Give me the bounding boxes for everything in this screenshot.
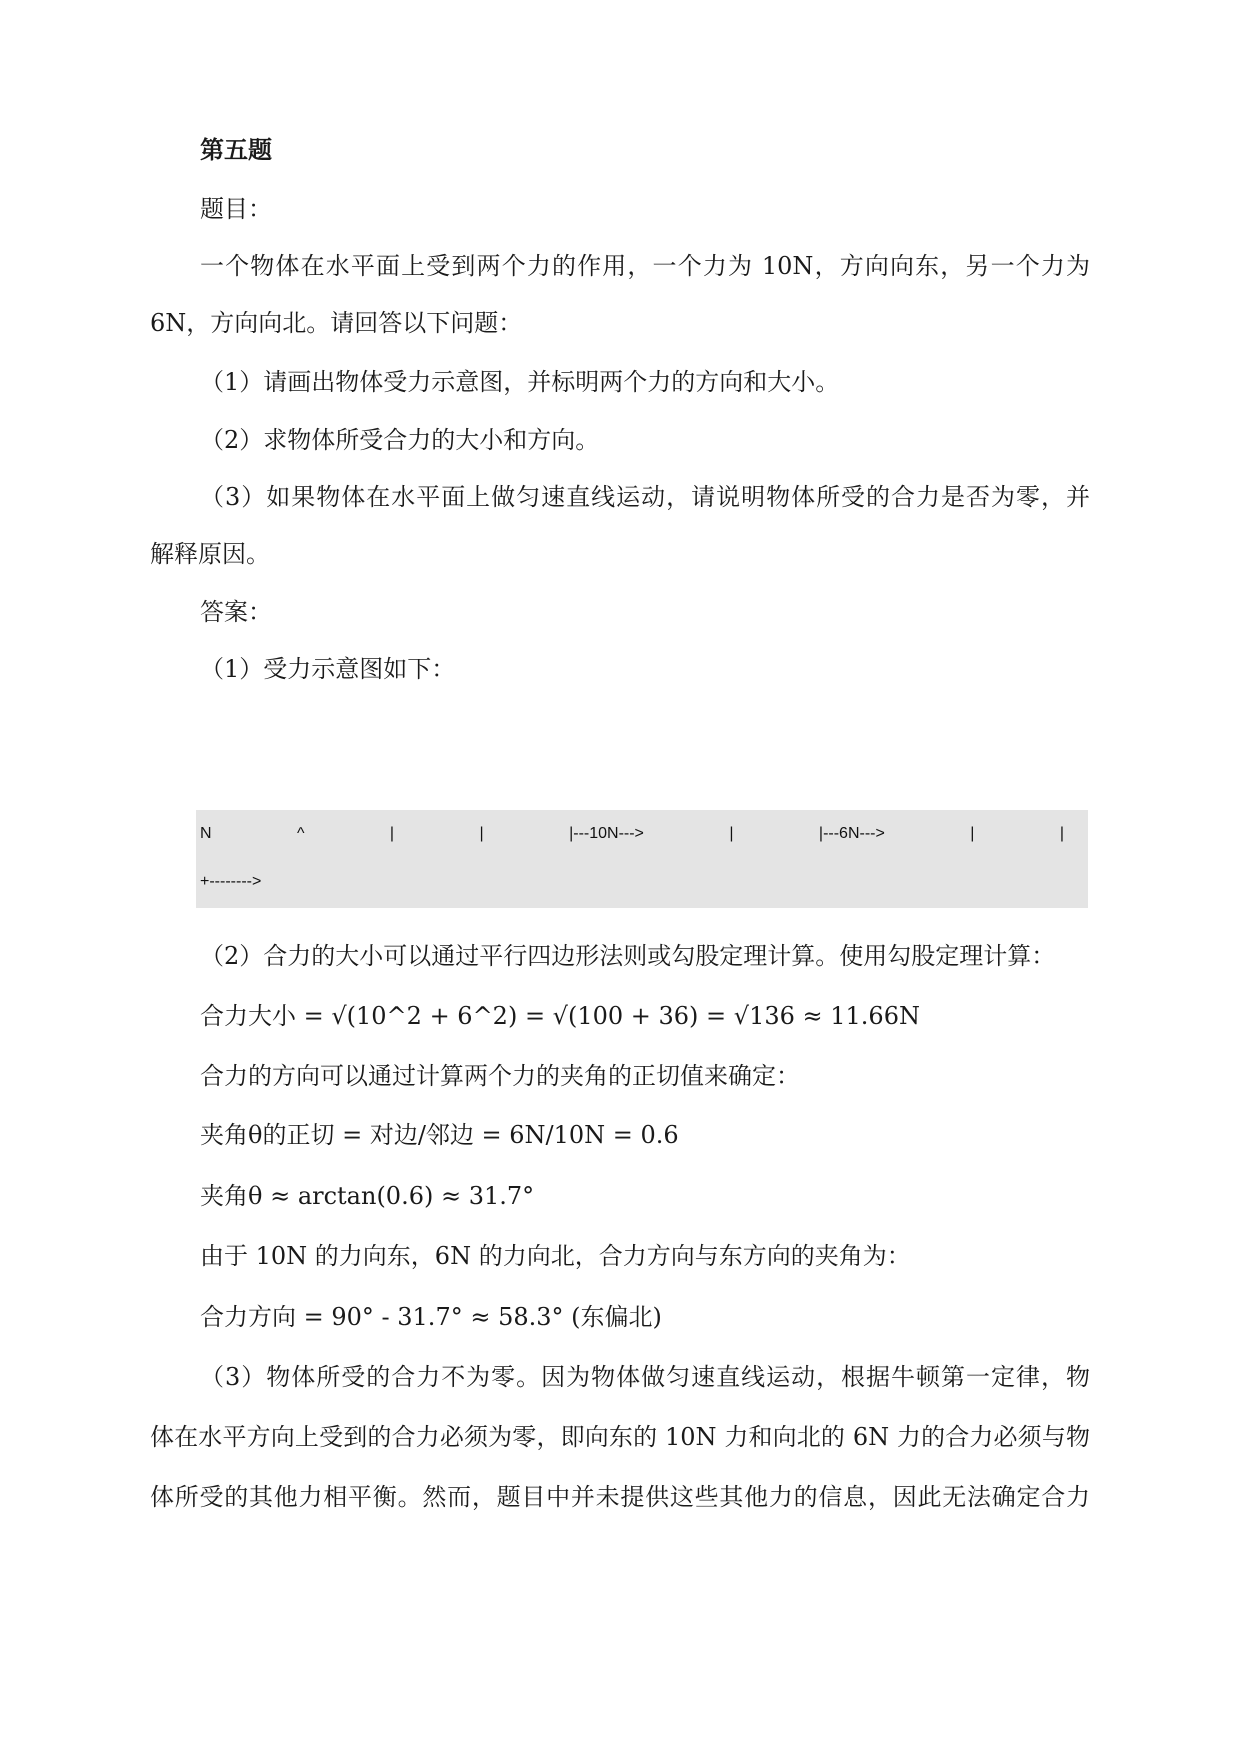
sub-question-2: （2）求物体所受合力的大小和方向。 — [200, 426, 600, 454]
sub-question-1: （1）请画出物体受力示意图，并标明两个力的方向和大小。 — [200, 368, 840, 396]
question-line-1: 一个物体在水平面上受到两个力的作用，一个力为 10N，方向向东，另一个力为 — [200, 252, 1090, 280]
diagram-token: ^ — [296, 825, 305, 842]
answer-2-tangent: 夹角θ的正切 = 对边/邻边 = 6N/10N = 0.6 — [200, 1121, 679, 1149]
diagram-token: |---10N---> — [569, 825, 644, 842]
diagram-token: | — [1059, 825, 1064, 842]
sub-question-3-line-2: 解释原因。 — [150, 540, 270, 568]
diagram-token: | — [389, 825, 395, 842]
diagram-token: N — [200, 825, 212, 842]
answer-2-magnitude: 合力大小 = √(10^2 + 6^2) = √(100 + 36) = √136 ≈ 11.66N — [200, 1002, 920, 1030]
answer-2-angle: 夹角θ ≈ arctan(0.6) ≈ 31.7° — [200, 1182, 535, 1210]
sub-question-3-line-1: （3）如果物体在水平面上做匀速直线运动，请说明物体所受的合力是否为零，并 — [200, 483, 1090, 511]
answer-3-line-2: 体在水平方向上受到的合力必须为零，即向东的 10N 力和向北的 6N 力的合力必须与物 — [150, 1423, 1090, 1451]
answer-2-intro: （2）合力的大小可以通过平行四边形法则或勾股定理计算。使用勾股定理计算： — [200, 942, 1056, 970]
answer-1-intro: （1）受力示意图如下： — [200, 655, 456, 683]
question-line-2: 6N，方向向北。请回答以下问题： — [150, 309, 523, 337]
question-label: 题目： — [200, 195, 272, 223]
answer-2-reasoning: 由于 10N 的力向东，6N 的力向北，合力方向与东方向的夹角为： — [200, 1242, 911, 1270]
diagram-token: | — [729, 825, 734, 842]
diagram-row-2: +--------> — [200, 873, 262, 890]
diagram-token: |---6N---> — [818, 825, 885, 842]
diagram-token: | — [479, 825, 484, 842]
answer-3-line-3: 体所受的其他力相平衡。然而，题目中并未提供这些其他力的信息，因此无法确定合力 — [150, 1483, 1090, 1511]
diagram-row-1 — [200, 822, 1064, 846]
answer-label: 答案： — [200, 598, 272, 626]
force-diagram-code-block — [196, 810, 1088, 908]
answer-2-result: 合力方向 = 90° - 31.7° ≈ 58.3° (东偏北) — [200, 1303, 662, 1331]
answer-3-line-1: （3）物体所受的合力不为零。因为物体做匀速直线运动，根据牛顿第一定律，物 — [200, 1363, 1090, 1391]
answer-2-direction-intro: 合力的方向可以通过计算两个力的夹角的正切值来确定： — [200, 1062, 800, 1090]
problem-title: 第五题 — [200, 136, 272, 164]
diagram-token: | — [970, 825, 975, 842]
